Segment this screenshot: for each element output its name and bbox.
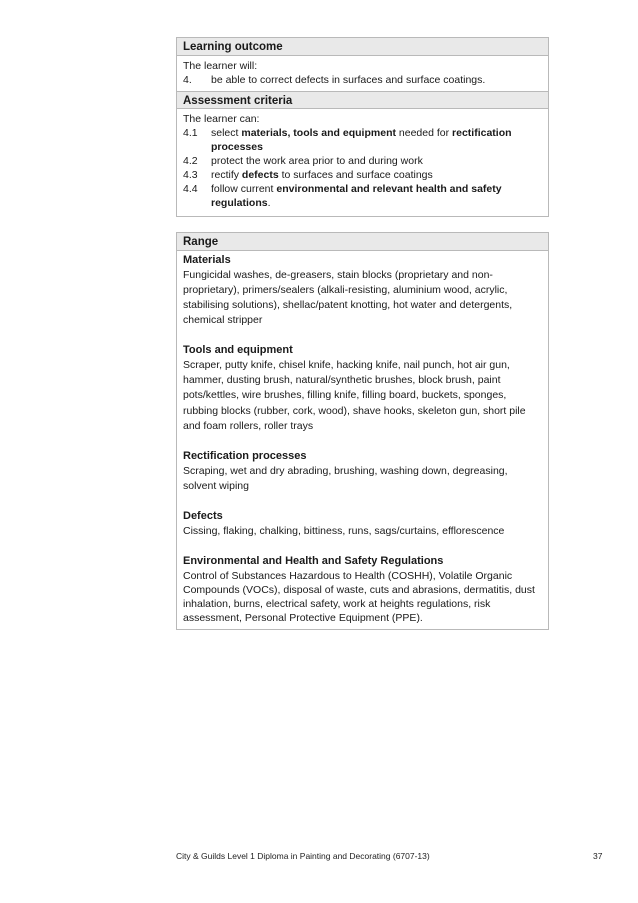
tools-section [183, 343, 542, 434]
outcome-text: be able to correct defects in surfaces and surface coatings. [211, 74, 486, 86]
rectification-title: Rectification processes [183, 450, 307, 463]
outcome-table [176, 37, 549, 217]
criterion-key-term: rectification processes [211, 127, 512, 153]
defects-body: Cissing, flaking, chalking, bittiness, runs, sags/curtains, efflorescence [183, 525, 505, 538]
environmental-section [183, 554, 542, 625]
criterion-4-3 [183, 168, 542, 182]
outcome-number: 4. [183, 74, 192, 86]
criterion-4-1 [183, 126, 542, 154]
criterion-text-part: . [267, 197, 271, 209]
environmental-body: Control of Substances Hazardous to Health (COSHH), Volatile Organic Compounds (VOCs), disposal of waste, cuts and abrasions, dermatitis, dust inhalation, burns, electrical safety, work at heights regulations, risk assessment, Personal Protective Equipment (PPE). [183, 570, 535, 625]
learning-outcome-header: Learning outcome [177, 38, 548, 56]
criterion-text-part: select [211, 127, 242, 139]
criterion-text-part: needed for [395, 127, 453, 139]
materials-title: Materials [183, 254, 231, 266]
criterion-key-term: defects [241, 169, 279, 181]
assessment-criteria-header: Assessment criteria [177, 91, 548, 109]
criterion-text [211, 168, 542, 182]
range-table [176, 232, 549, 630]
tools-body: Scraper, putty knife, chisel knife, hacking knife, nail punch, hot air gun, hammer, dusting brush, natural/synthetic brushes, block brush, paint pots/kettles, wire brushes, filling knife, filling board, buckets, sponges, rubbing blocks (rubber, cork, wood), shave hooks, skeleton gun, short pile and foam rollers, roller trays [183, 359, 526, 432]
criterion-key-term: environmental and relevant health and safety regulations [211, 183, 502, 209]
criterion-text-part: to surfaces and surface coatings [278, 169, 433, 181]
tools-title: Tools and equipment [183, 344, 293, 356]
criterion-number: 4.3 [183, 169, 198, 181]
rectification-body: Scraping, wet and dry abrading, brushing, washing down, degreasing, solvent wiping [183, 465, 508, 493]
assessment-criteria-cell [177, 109, 548, 216]
criterion-number: 4.1 [183, 127, 198, 139]
range-header: Range [177, 233, 548, 251]
defects-title: Defects [183, 510, 223, 523]
range-cell [177, 251, 548, 629]
assessment-intro: The learner can: [183, 113, 260, 125]
criterion-text-part: follow current [211, 183, 277, 195]
rectification-section [183, 449, 542, 494]
criterion-text [211, 182, 542, 210]
outcome-intro: The learner will: [183, 60, 258, 72]
criterion-text: protect the work area prior to and during work [211, 155, 423, 167]
learning-outcome-cell [177, 56, 548, 91]
criterion-text-part: rectify [211, 169, 242, 181]
outcome-item [183, 73, 542, 87]
criterion-text [211, 126, 542, 154]
criterion-4-4 [183, 182, 542, 210]
footer-document-title: City & Guilds Level 1 Diploma in Painting and Decorating (6707-13) [176, 851, 430, 861]
footer-page-number: 37 [593, 851, 603, 861]
materials-body: Fungicidal washes, de-greasers, stain blocks (proprietary and non-proprietary), primers/sealers (alkali-resisting, aluminium wood, acrylic, stabilising solutions), shellac/patent knotting, hot water and detergents, chemical stripper [183, 269, 513, 326]
defects-section [183, 509, 542, 539]
criterion-key-term: materials, tools and equipment [241, 127, 396, 139]
criterion-number: 4.4 [183, 183, 198, 195]
materials-section [183, 253, 542, 328]
criterion-number: 4.2 [183, 155, 198, 167]
criterion-4-2 [183, 154, 542, 168]
environmental-title: Environmental and Health and Safety Regulations [183, 555, 444, 568]
